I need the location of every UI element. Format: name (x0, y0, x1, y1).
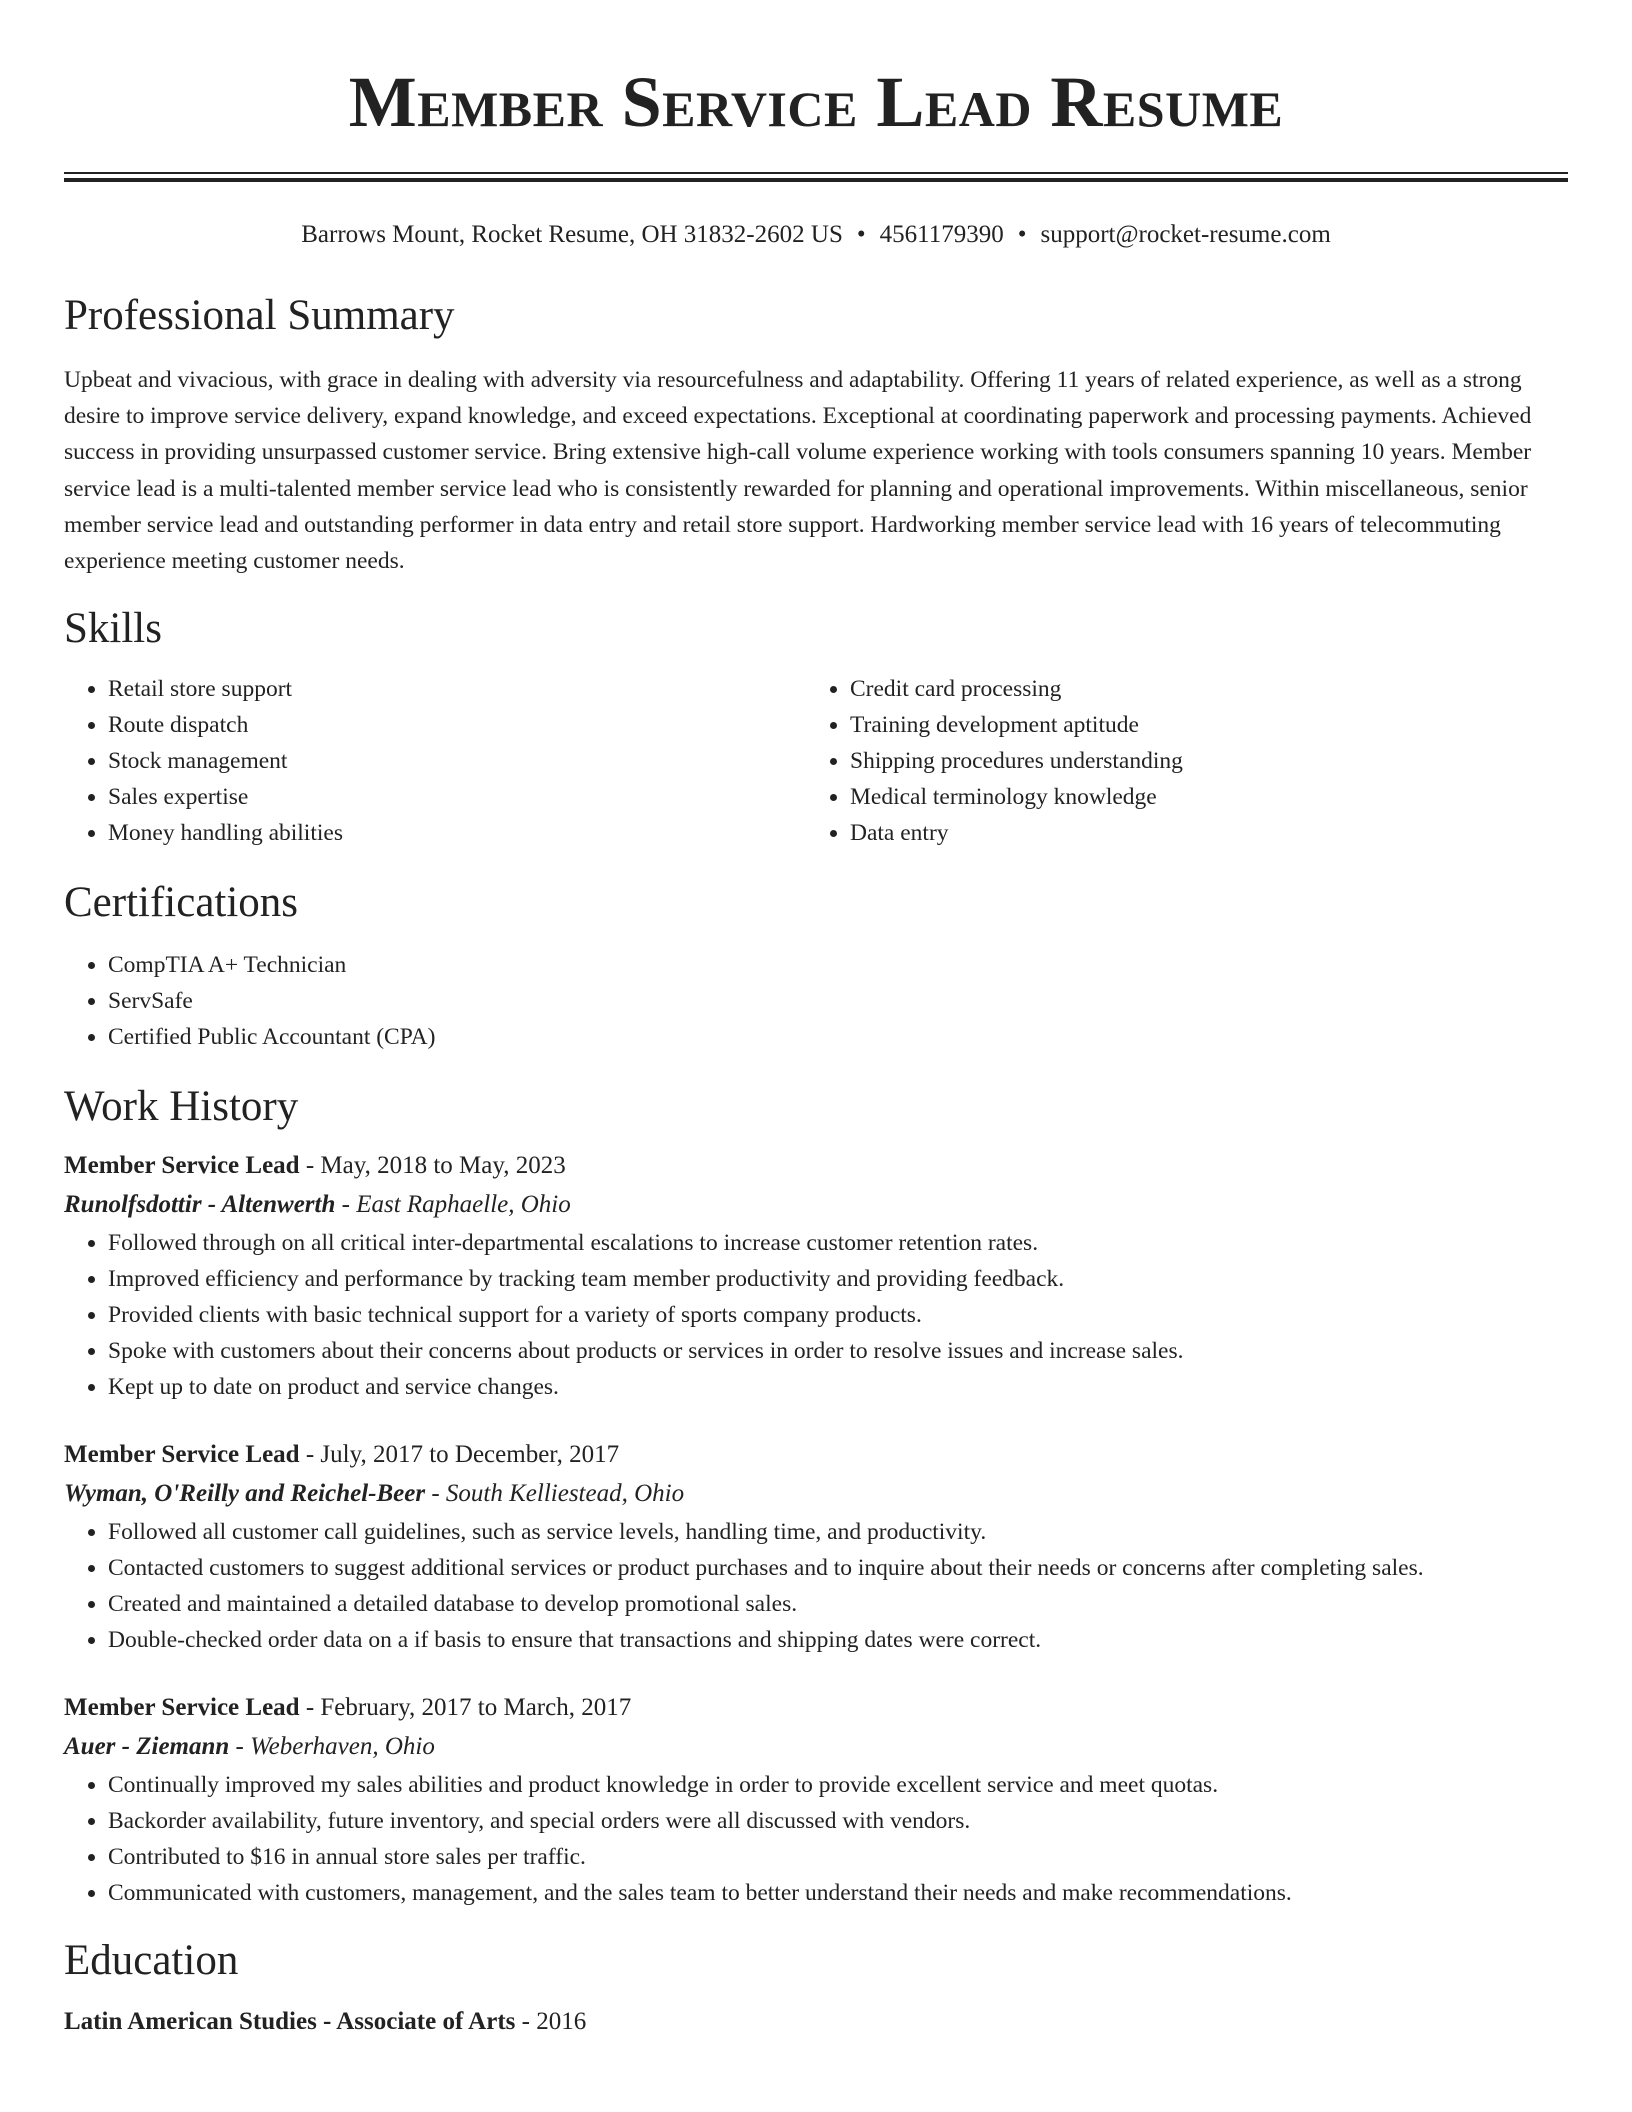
skill-item: • Sales expertise (108, 779, 806, 815)
skill-item: • Money handling abilities (108, 815, 806, 851)
job-entry (64, 1436, 1568, 1658)
job-duty-item: • Followed through on all critical inter-departmental escalations to increase customer retention rates. (108, 1225, 1568, 1261)
skill-item: • Stock management (108, 743, 806, 779)
work-history-heading: Work History (64, 1083, 299, 1131)
job-company-line: Auer - Ziemann - Weberhaven, Ohio (64, 1733, 435, 1761)
skills-column-left (64, 671, 806, 851)
job-duties (64, 1767, 1568, 1911)
job-duty-item: • Kept up to date on product and service changes. (108, 1369, 1568, 1405)
contact-separator: • (1017, 221, 1027, 248)
education-heading: Education (64, 1937, 239, 1985)
job-duties (64, 1225, 1568, 1405)
job-title: Member Service Lead (64, 1441, 300, 1469)
certifications-list (64, 947, 1568, 1055)
skill-item: • Credit card processing (850, 671, 1568, 707)
job-duty-item: • Improved efficiency and performance by tracking team member productivity and providing feedback. (108, 1261, 1568, 1297)
job-duties (64, 1514, 1568, 1658)
job-company-line: Runolfsdottir - Altenwerth - East Raphaelle, Ohio (64, 1191, 571, 1219)
job-company-line: Wyman, O'Reilly and Reichel-Beer - South Kelliestead, Ohio (64, 1480, 685, 1508)
skill-item: • Retail store support (108, 671, 806, 707)
skill-item: • Medical terminology knowledge (850, 779, 1568, 815)
job-duty-item: • Contacted customers to suggest additional services or product purchases and to inquire about their needs or concerns after completing sales. (108, 1550, 1568, 1586)
job-dates: February, 2017 to March, 2017 (320, 1694, 632, 1722)
education-entry: Latin American Studies - Associate of Arts - 2016 (64, 2008, 587, 2036)
job-location: Weberhaven, Ohio (250, 1733, 435, 1761)
summary-text: Upbeat and vivacious, with grace in dealing with adversity via resourcefulness and adaptability. Offering 11 years of related experience, as well as a strong desire to improve service delivery, expand knowledge, and exceed expectations. Exceptional at coordinating paperwork and processing payments. Achieved success in providing unsurpassed customer service. Bring extensive high-call volume experience working with tools consumers spanning 10 years. Member service lead is a multi-talented member service lead who is consistently rewarded for planning and operational improvements. Within miscellaneous, senior member service lead and outstanding performer in data entry and retail store support. Hardworking member service lead with 16 years of telecommuting experience meeting customer needs. (64, 367, 1532, 575)
job-dates: July, 2017 to December, 2017 (320, 1441, 620, 1469)
job-location: East Raphaelle, Ohio (356, 1191, 571, 1219)
certification-item: • Certified Public Accountant (CPA) (108, 1019, 1568, 1055)
job-title-line: Member Service Lead - July, 2017 to December, 2017 (64, 1441, 620, 1469)
skills-heading: Skills (64, 605, 162, 653)
job-company: Runolfsdottir - Altenwerth (64, 1191, 336, 1219)
job-duty-item: • Backorder availability, future inventory, and special orders were all discussed with vendors. (108, 1803, 1568, 1839)
education-field: Latin American Studies (64, 2008, 317, 2036)
certification-item: • ServSafe (108, 983, 1568, 1019)
job-duty-item: • Communicated with customers, management, and the sales team to better understand their needs and make recommendations. (108, 1875, 1568, 1911)
skill-item: • Shipping procedures understanding (850, 743, 1568, 779)
job-duty-item: • Contributed to $16 in annual store sales per traffic. (108, 1839, 1568, 1875)
job-duty-item: • Followed all customer call guidelines, such as service levels, handling time, and productivity. (108, 1514, 1568, 1550)
contact-email: support@rocket-resume.com (1040, 221, 1331, 248)
job-company: Wyman, O'Reilly and Reichel-Beer (64, 1480, 426, 1508)
job-title-line: Member Service Lead - February, 2017 to March, 2017 (64, 1694, 632, 1722)
summary-heading: Professional Summary (64, 292, 455, 339)
skill-item: • Data entry (850, 815, 1568, 851)
contact-separator: • (856, 221, 866, 248)
resume-title: Member Service Lead Resume (348, 62, 1284, 142)
job-dates: May, 2018 to May, 2023 (320, 1152, 566, 1180)
contact-phone: 4561179390 (879, 221, 1004, 248)
contact-address: Barrows Mount, Rocket Resume, OH 31832-2602 US (301, 221, 843, 248)
contact-line (64, 218, 1568, 252)
skill-item: • Route dispatch (108, 707, 806, 743)
job-duty-item: • Double-checked order data on a if basis to ensure that transactions and shipping dates were correct. (108, 1622, 1568, 1658)
title-divider (64, 172, 1568, 182)
job-duty-item: • Created and maintained a detailed database to develop promotional sales. (108, 1586, 1568, 1622)
job-location: South Kelliestead, Ohio (445, 1480, 685, 1508)
job-entry (64, 1147, 1568, 1405)
job-duty-item: • Spoke with customers about their concerns about products or services in order to resolve issues and increase sales. (108, 1333, 1568, 1369)
skills-list (64, 671, 1568, 851)
job-title: Member Service Lead (64, 1152, 300, 1180)
certification-item: • CompTIA A+ Technician (108, 947, 1568, 983)
job-duty-item: • Provided clients with basic technical support for a variety of sports company products. (108, 1297, 1568, 1333)
job-entry (64, 1689, 1568, 1911)
education-degree: Associate of Arts (336, 2008, 516, 2036)
certifications-heading: Certifications (64, 879, 299, 927)
job-title: Member Service Lead (64, 1694, 300, 1722)
job-company: Auer - Ziemann (64, 1733, 230, 1761)
skill-item: • Training development aptitude (850, 707, 1568, 743)
job-title-line: Member Service Lead - May, 2018 to May, 2023 (64, 1152, 566, 1180)
skills-column-right (806, 671, 1568, 851)
education-year: 2016 (536, 2008, 587, 2036)
job-duty-item: • Continually improved my sales abilities and product knowledge in order to provide excellent service and meet quotas. (108, 1767, 1568, 1803)
